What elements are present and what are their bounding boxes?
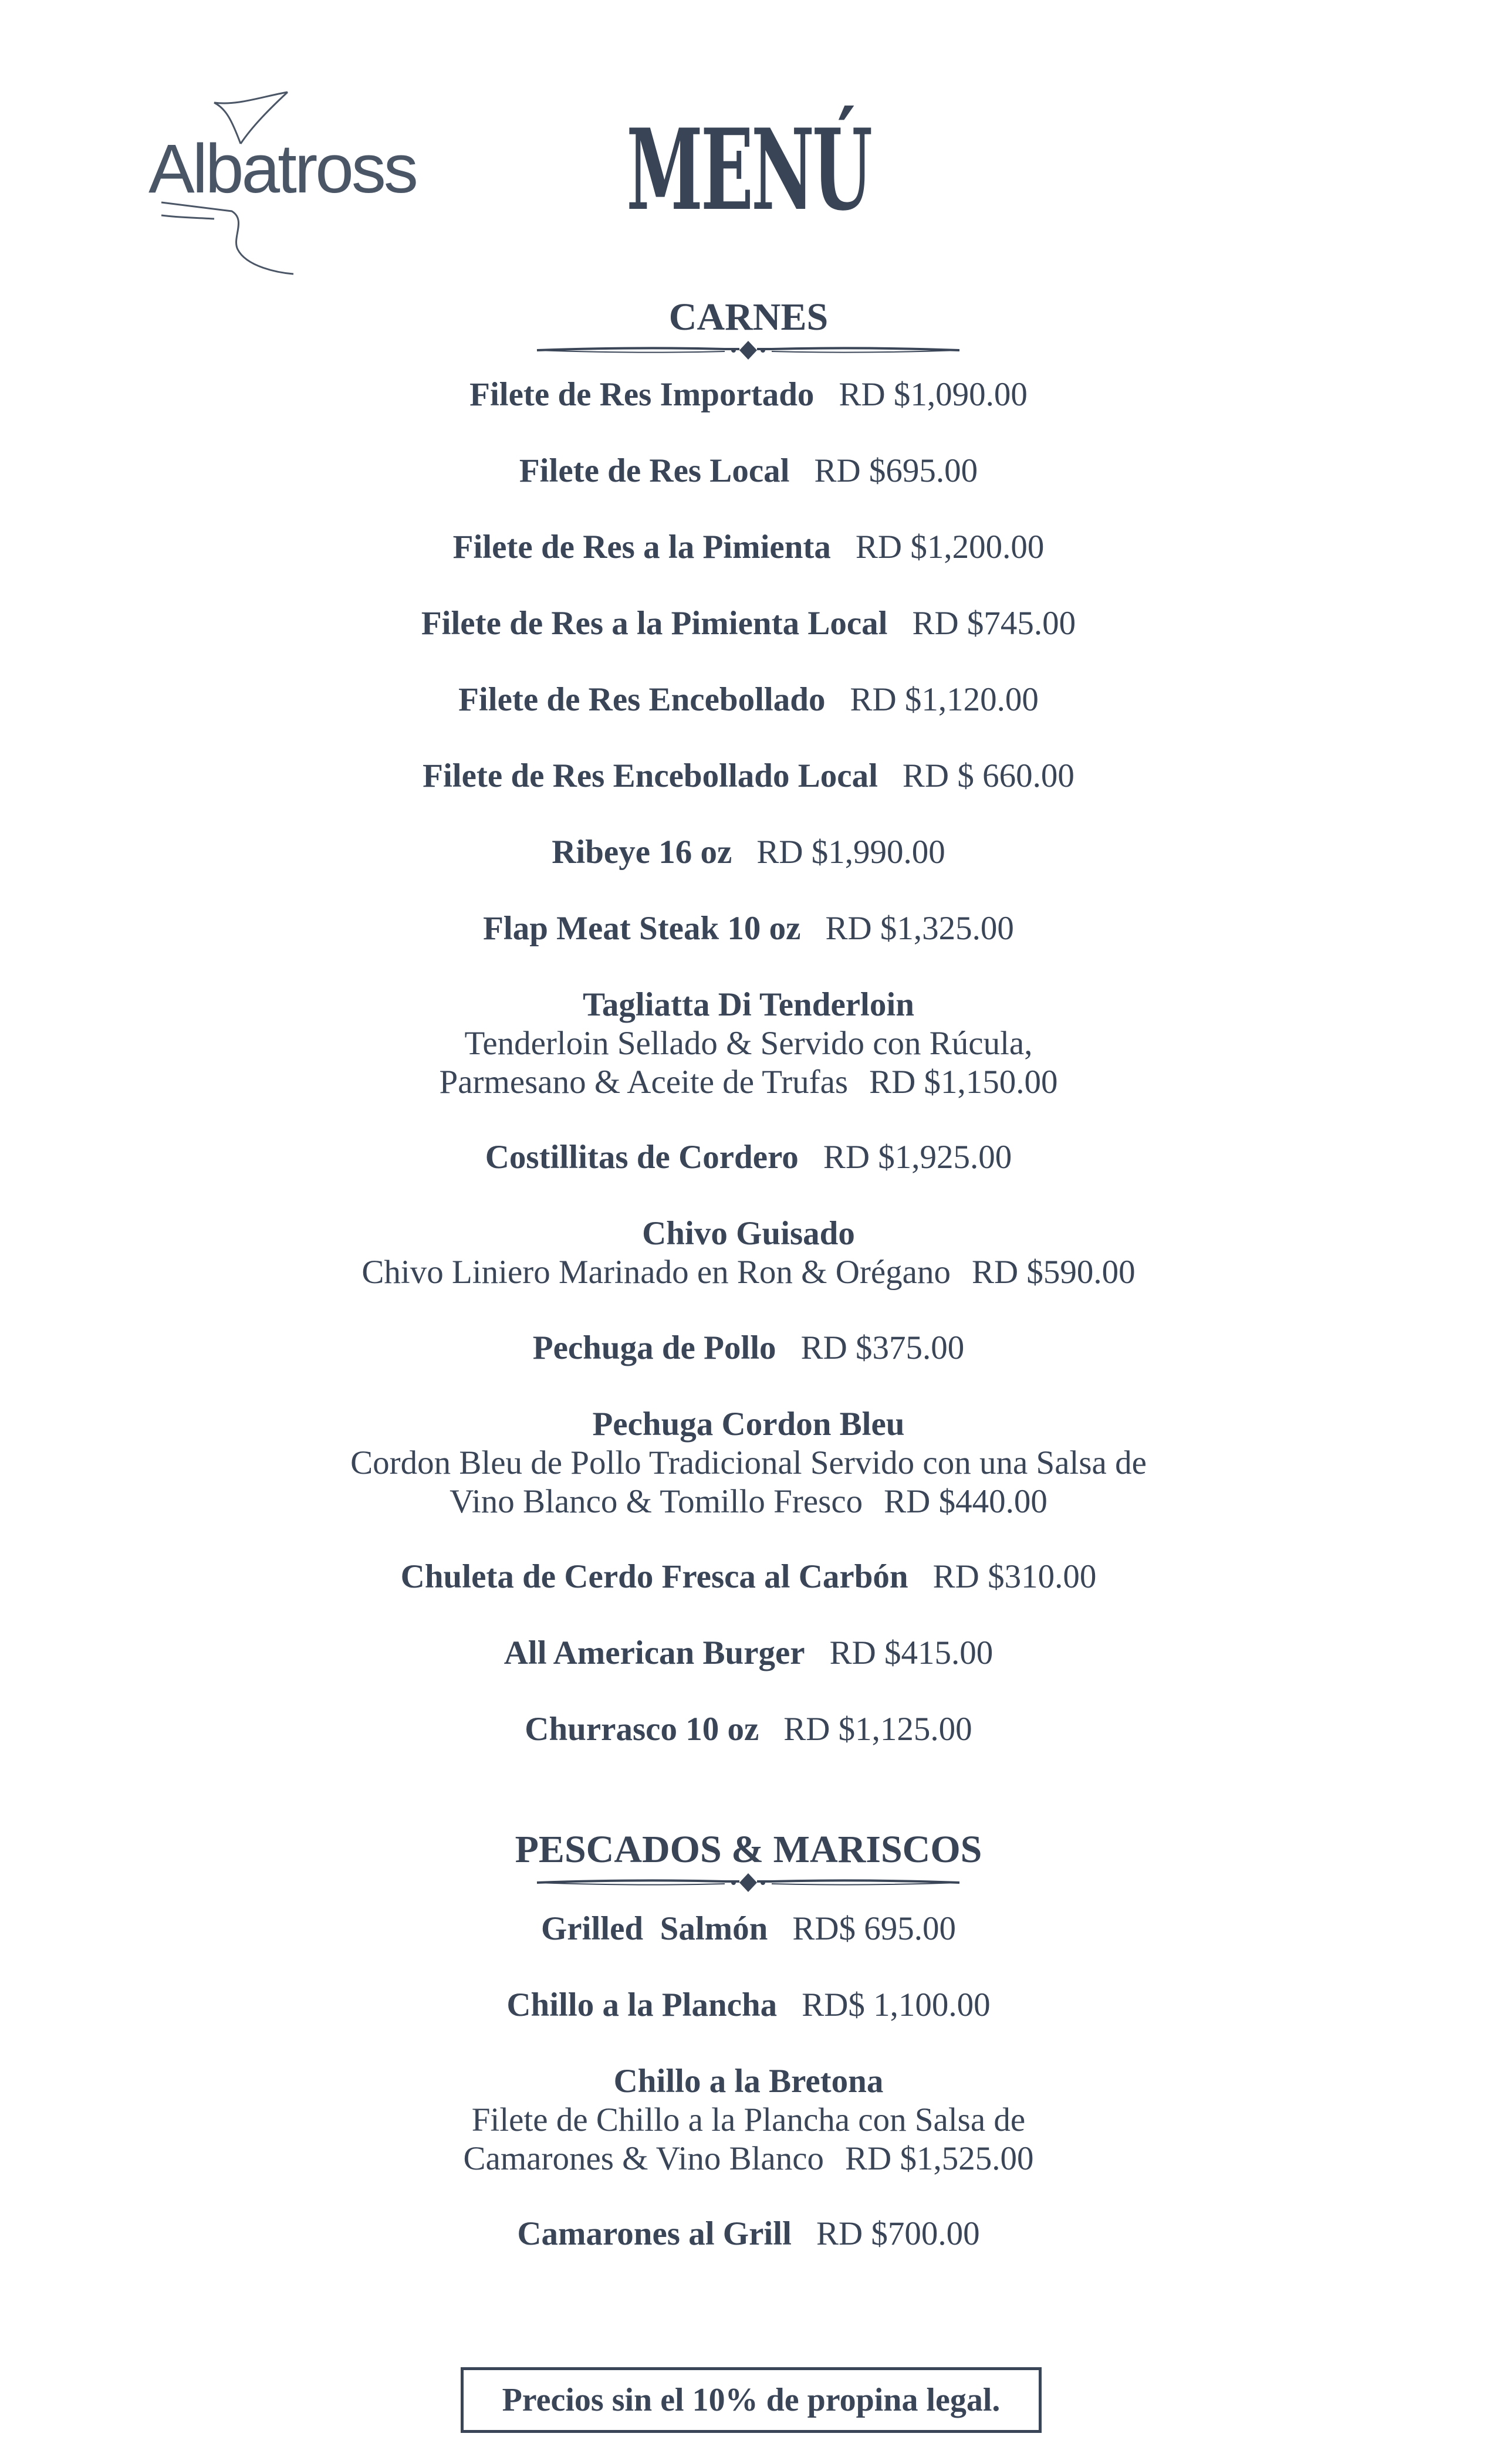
item-price: RD $700.00 [816,2215,980,2252]
page-title: MENÚ [626,104,871,235]
menu-item [0,1214,1497,1292]
item-price: RD $ 660.00 [902,757,1074,794]
item-name: Pechuga de Pollo [532,1329,776,1366]
item-name: Filete de Res a la Pimienta [452,529,831,566]
item-description: Camarones & Vino Blanco [463,2140,824,2177]
item-price: RD $415.00 [829,1634,994,1671]
item-price: RD $1,325.00 [825,910,1014,947]
menu-item [0,1558,1497,1596]
item-price: RD $1,925.00 [823,1139,1012,1176]
item-price: RD $1,200.00 [855,529,1045,566]
item-price: RD$ 695.00 [792,1910,957,1947]
item-name: Tagliatta Di Tenderloin [583,986,914,1023]
menu-item [0,452,1497,490]
item-price: RD $310.00 [932,1558,1097,1595]
item-price: RD $1,990.00 [756,834,945,871]
item-description-line [0,1253,1497,1292]
item-name: Costillitas de Cordero [485,1139,799,1176]
item-description: Chivo Liniero Marinado en Ron & Orégano [361,1254,951,1291]
menu-item [0,375,1497,414]
item-description: Cordon Bleu de Pollo Tradicional Servido con una Salsa de [350,1444,1147,1481]
item-name: Camarones al Grill [517,2215,792,2252]
item-price: RD $440.00 [884,1483,1047,1520]
menu-item [0,528,1497,567]
menu-item [0,681,1497,719]
item-price: RD $1,120.00 [850,681,1039,718]
menu-item [0,1138,1497,1177]
menu-item [0,909,1497,948]
item-description-line [0,1483,1497,1521]
item-description-line [0,2140,1497,2178]
ornamental-divider-icon [531,1871,965,1894]
menu-item [0,1634,1497,1673]
section-title-carnes: CARNES [668,296,829,339]
item-name: Filete de Res a la Pimienta Local [421,605,888,642]
menu-item [0,833,1497,872]
item-description-line [0,1063,1497,1102]
item-price: RD $1,125.00 [783,1711,972,1748]
item-name: All American Burger [503,1634,805,1671]
menu-item [0,1986,1497,2025]
item-price: RD $375.00 [800,1329,965,1366]
item-price: RD$ 1,100.00 [802,1986,991,2023]
item-name: Filete de Res Importado [469,376,815,413]
menu-item [0,1710,1497,1749]
tip-notice [461,2367,1042,2433]
item-price: RD $590.00 [971,1254,1136,1291]
menu-item [0,1910,1497,1948]
tip-notice-text: Precios sin el 10% de propina legal. [502,2382,1001,2418]
item-name: Chuleta de Cerdo Fresca al Carbón [400,1558,908,1595]
menu-item [0,1405,1497,1521]
item-description: Tenderloin Sellado & Servido con Rúcula, [464,1025,1033,1062]
item-price: RD $695.00 [814,452,978,489]
item-name: Filete de Res Encebollado Local [423,757,878,794]
menu-item [0,986,1497,1102]
item-name: Chivo Guisado [642,1215,855,1252]
item-price: RD $745.00 [912,605,1076,642]
item-price: RD $1,150.00 [869,1064,1058,1101]
item-name: Pechuga Cordon Bleu [592,1406,905,1443]
item-name: Flap Meat Steak 10 oz [483,910,801,947]
item-price: RD $1,525.00 [845,2140,1034,2177]
menu-item [0,2062,1497,2178]
item-name: Churrasco 10 oz [525,1711,759,1748]
item-description: Parmesano & Aceite de Trufas [439,1064,849,1101]
item-name: Filete de Res Encebollado [458,681,826,718]
ornamental-divider-icon [531,339,965,362]
item-price: RD $1,090.00 [839,376,1028,413]
item-description: Filete de Chillo a la Plancha con Salsa de [471,2101,1026,2138]
menu-item [0,1329,1497,1368]
item-name: Chillo a la Bretona [613,2063,884,2100]
menu-item [0,2215,1497,2253]
item-description: Vino Blanco & Tomillo Fresco [450,1483,863,1520]
item-name: Grilled Salmón [540,1910,768,1947]
logo-wordmark: Albatross [148,130,416,208]
menu-item [0,604,1497,643]
section-title-pescados-mariscos: PESCADOS & MARISCOS [515,1828,982,1871]
menu-item [0,757,1497,796]
item-name: Ribeye 16 oz [552,834,732,871]
item-name: Filete de Res Local [519,452,790,489]
item-name: Chillo a la Plancha [506,1986,778,2023]
